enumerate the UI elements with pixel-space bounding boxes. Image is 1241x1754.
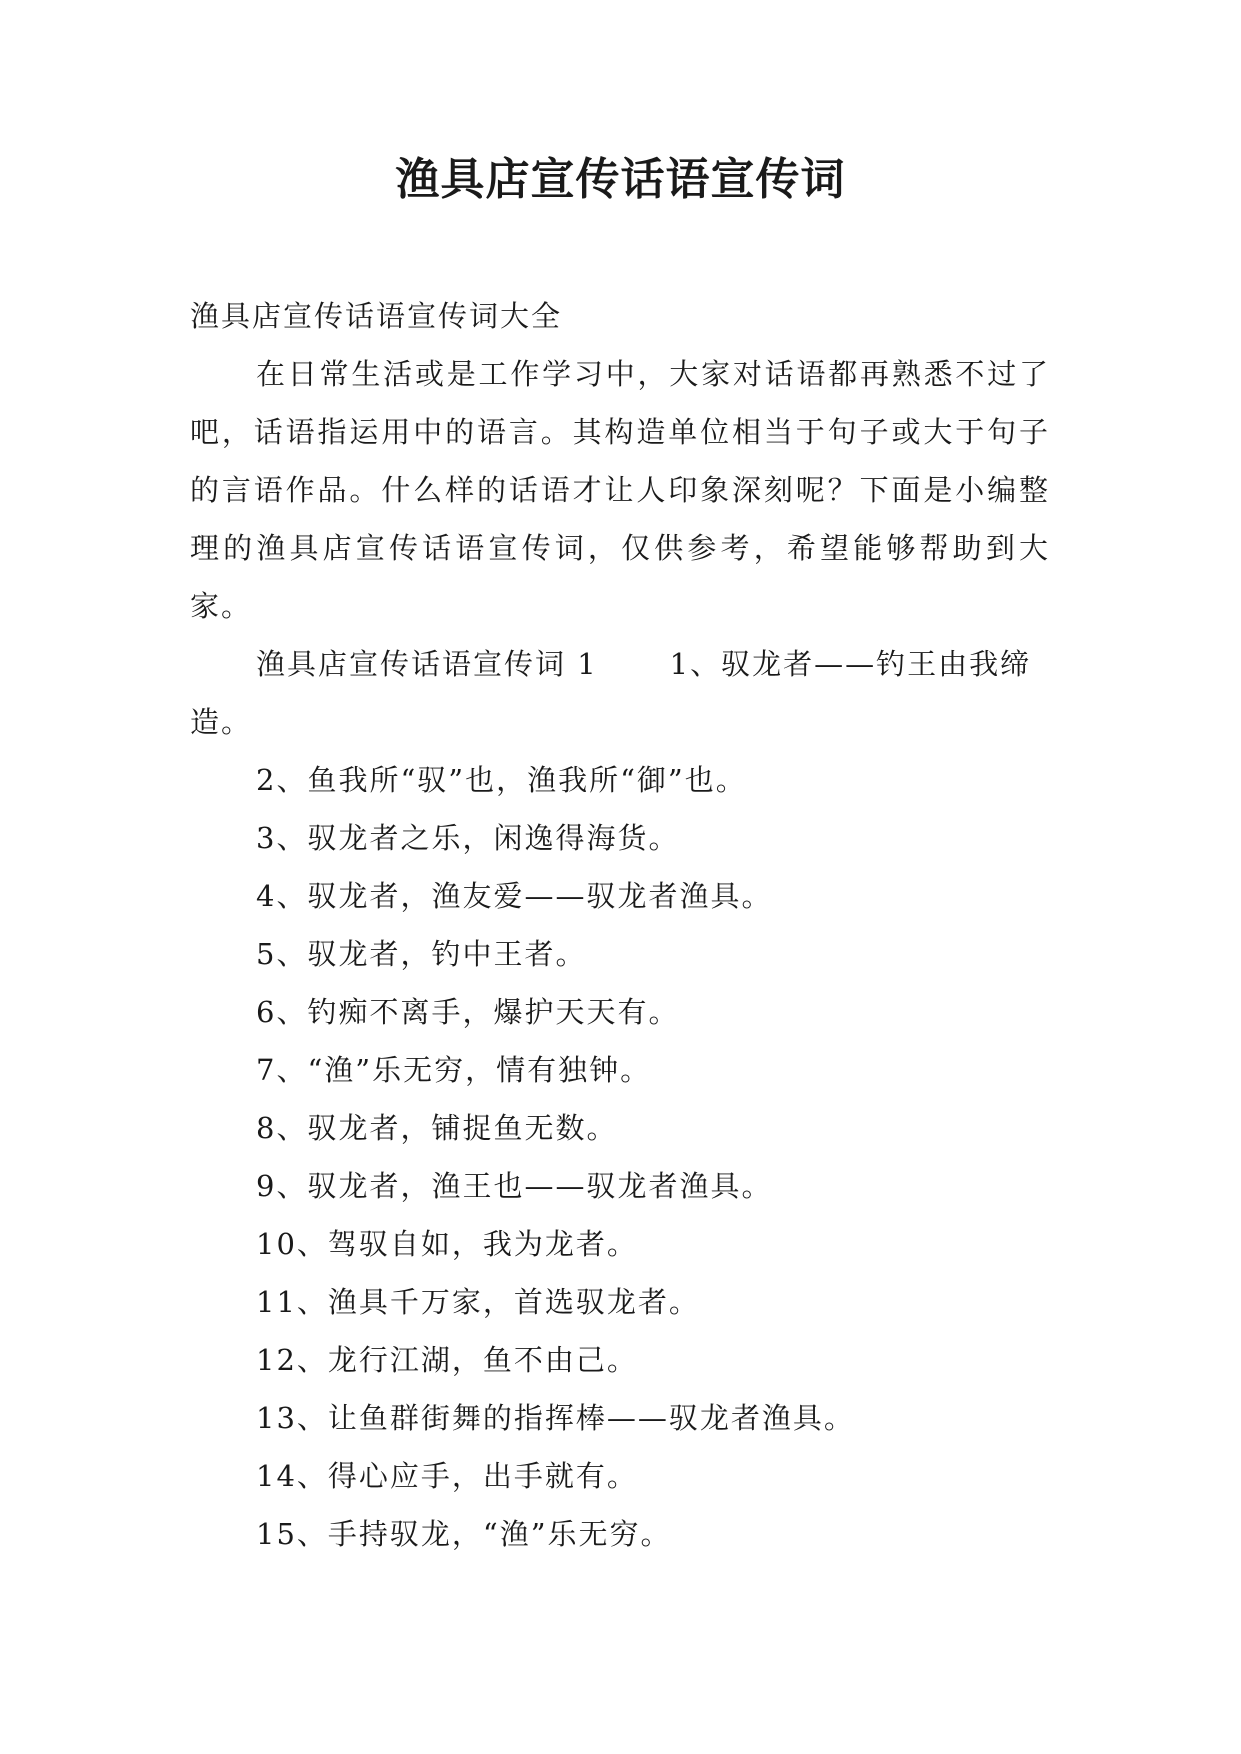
list-item: 2、鱼我所“驭”也，渔我所“御”也。 [256,763,747,797]
page-title: 渔具店宣传话语宣传词 [395,154,846,205]
document-subtitle: 渔具店宣传话语宣传词大全 [190,299,563,333]
list-item: 4、驭龙者，渔友爱——驭龙者渔具。 [256,879,773,913]
list-item: 12、龙行江湖，鱼不由己。 [256,1343,638,1377]
list-item: 6、钓痴不离手，爆护天天有。 [256,995,680,1029]
list-item: 15、手持驭龙，“渔”乐无穷。 [256,1517,672,1551]
list-item: 10、驾驭自如，我为龙者。 [256,1227,638,1261]
list-item: 13、让鱼群街舞的指挥棒——驭龙者渔具。 [256,1401,855,1435]
list-item: 3、驭龙者之乐，闲逸得海货。 [256,821,680,855]
section-heading: 渔具店宣传话语宣传词 1 [256,647,598,681]
list-item: 9、驭龙者，渔王也——驭龙者渔具。 [256,1169,773,1203]
document-body [190,287,1050,1563]
list-item: 11、渔具千万家，首选驭龙者。 [256,1285,700,1319]
section-first-line [190,635,1050,751]
intro-paragraph: 在日常生活或是工作学习中，大家对话语都再熟悉不过了吧，话语指运用中的语言。其构造单位相当于句子或大于句子的言语作品。什么样的话语才让人印象深刻呢？下面是小编整理的渔具店宣传话语宣传词，仅供参考，希望能够帮助到大家。 [190,357,1050,623]
list-item: 14、得心应手，出手就有。 [256,1459,638,1493]
list-item: 5、驭龙者，钓中王者。 [256,937,587,971]
list-item: 7、“渔”乐无穷，情有独钟。 [256,1053,652,1087]
list-item: 1、驭龙者——钓王由我缔造。 [190,647,1032,739]
list-item: 8、驭龙者，铺捉鱼无数。 [256,1111,618,1145]
